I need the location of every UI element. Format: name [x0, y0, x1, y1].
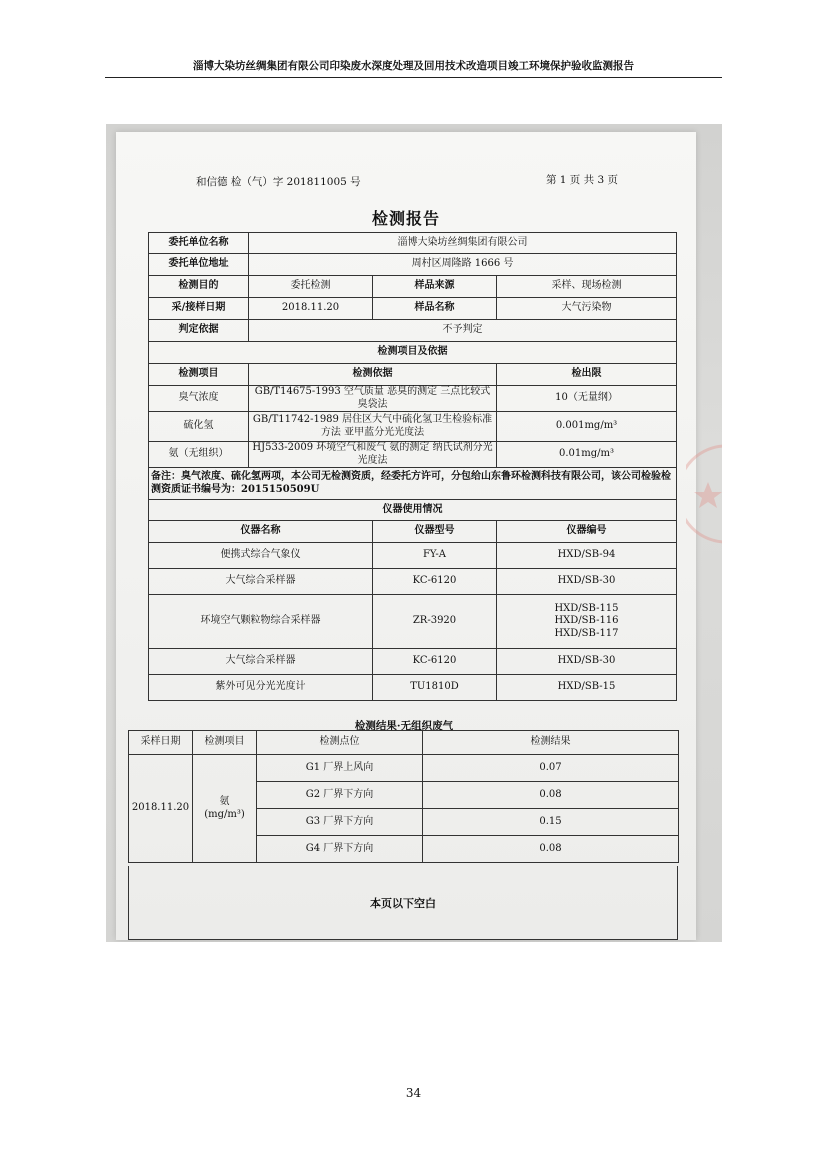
result-header-point: 检测点位 [257, 731, 423, 755]
sample-source-label: 样品来源 [373, 276, 497, 298]
result-header-value: 检测结果 [423, 731, 679, 755]
instrument-code: HXD/SB-94 [497, 543, 677, 569]
result-value: 0.08 [423, 836, 679, 863]
sample-source-value: 采样、现场检测 [497, 276, 677, 298]
instrument-code: HXD/SB-15 [497, 675, 677, 701]
item-basis: HJ533-2009 环境空气和废气 氨的测定 纳氏试剂分光光度法 [249, 442, 497, 468]
instrument-name: 大气综合采样器 [149, 569, 373, 595]
purpose-label: 检测目的 [149, 276, 249, 298]
remark: 备注：臭气浓度、硫化氢两项，本公司无检测资质，经委托方许可，分包给山东鲁环检测科技有限公司，该公司检验检测资质证书编号为：2015150509U [149, 468, 677, 500]
sample-name-value: 大气污染物 [497, 298, 677, 320]
document-photo [106, 124, 722, 942]
item-basis: GB/T14675-1993 空气质量 恶臭的测定 三点比较式臭袋法 [249, 386, 497, 412]
result-point: G3 厂界下方向 [257, 809, 423, 836]
end-note: 本页以下空白 [128, 866, 678, 940]
item-name: 硫化氢 [149, 412, 249, 442]
instrument-section-title: 仪器使用情况 [149, 500, 677, 521]
result-value: 0.15 [423, 809, 679, 836]
instrument-model: ZR-3920 [373, 595, 497, 649]
page-number: 34 [405, 1086, 422, 1100]
item-limit: 0.01mg/m³ [497, 442, 677, 468]
instrument-code: HXD/SB-30 [497, 569, 677, 595]
result-item: 氨 (mg/m³) [193, 755, 257, 863]
purpose-value: 委托检测 [249, 276, 373, 298]
item-basis: GB/T11742-1989 居住区大气中硫化氢卫生检验标准方法 亚甲蓝分光光度法 [249, 412, 497, 442]
item-limit: 0.001mg/m³ [497, 412, 677, 442]
result-value: 0.08 [423, 782, 679, 809]
client-value: 淄博大染坊丝绸集团有限公司 [249, 233, 677, 254]
items-header-basis: 检测依据 [249, 364, 497, 386]
instrument-model: KC-6120 [373, 649, 497, 675]
items-header-item: 检测项目 [149, 364, 249, 386]
result-point: G2 厂界下方向 [257, 782, 423, 809]
instrument-model: FY-A [373, 543, 497, 569]
instrument-model: TU1810D [373, 675, 497, 701]
result-point: G1 厂界上风向 [257, 755, 423, 782]
page-count: 第 1 页 共 3 页 [545, 174, 618, 186]
instrument-header-code: 仪器编号 [497, 521, 677, 543]
instrument-name: 大气综合采样器 [149, 649, 373, 675]
report-table [148, 232, 677, 701]
result-section-title: 检测结果·无组织废气 [354, 720, 454, 732]
doc-number: 和信德 检（气）字 201811005 号 [196, 176, 361, 188]
page-header: 淄博大染坊丝绸集团有限公司印染废水深度处理及回用技术改造项目竣工环境保护验收监测报告 [105, 58, 722, 78]
client-label: 委托单位名称 [149, 233, 249, 254]
address-value: 周村区周隆路 1666 号 [249, 254, 677, 276]
instrument-name: 环境空气颗粒物综合采样器 [149, 595, 373, 649]
report-title: 检测报告 [371, 209, 440, 228]
result-date: 2018.11.20 [129, 755, 193, 863]
item-name: 氨（无组织） [149, 442, 249, 468]
date-value: 2018.11.20 [249, 298, 373, 320]
result-table [128, 730, 679, 863]
judgement-label: 判定依据 [149, 320, 249, 342]
instrument-header-name: 仪器名称 [149, 521, 373, 543]
result-header-date: 采样日期 [129, 731, 193, 755]
items-section-title: 检测项目及依据 [149, 342, 677, 364]
result-point: G4 厂界下方向 [257, 836, 423, 863]
result-value: 0.07 [423, 755, 679, 782]
instrument-name: 紫外可见分光光度计 [149, 675, 373, 701]
sample-name-label: 样品名称 [373, 298, 497, 320]
judgement-value: 不予判定 [249, 320, 677, 342]
item-name: 臭气浓度 [149, 386, 249, 412]
instrument-code: HXD/SB-30 [497, 649, 677, 675]
item-limit: 10（无量纲） [497, 386, 677, 412]
instrument-name: 便携式综合气象仪 [149, 543, 373, 569]
red-stamp-fragment [686, 424, 722, 564]
address-label: 委托单位地址 [149, 254, 249, 276]
instrument-code: HXD/SB-115 HXD/SB-116 HXD/SB-117 [497, 595, 677, 649]
instrument-model: KC-6120 [373, 569, 497, 595]
result-header-item: 检测项目 [193, 731, 257, 755]
instrument-header-model: 仪器型号 [373, 521, 497, 543]
paper-sheet [116, 132, 696, 940]
items-header-limit: 检出限 [497, 364, 677, 386]
date-label: 采/接样日期 [149, 298, 249, 320]
